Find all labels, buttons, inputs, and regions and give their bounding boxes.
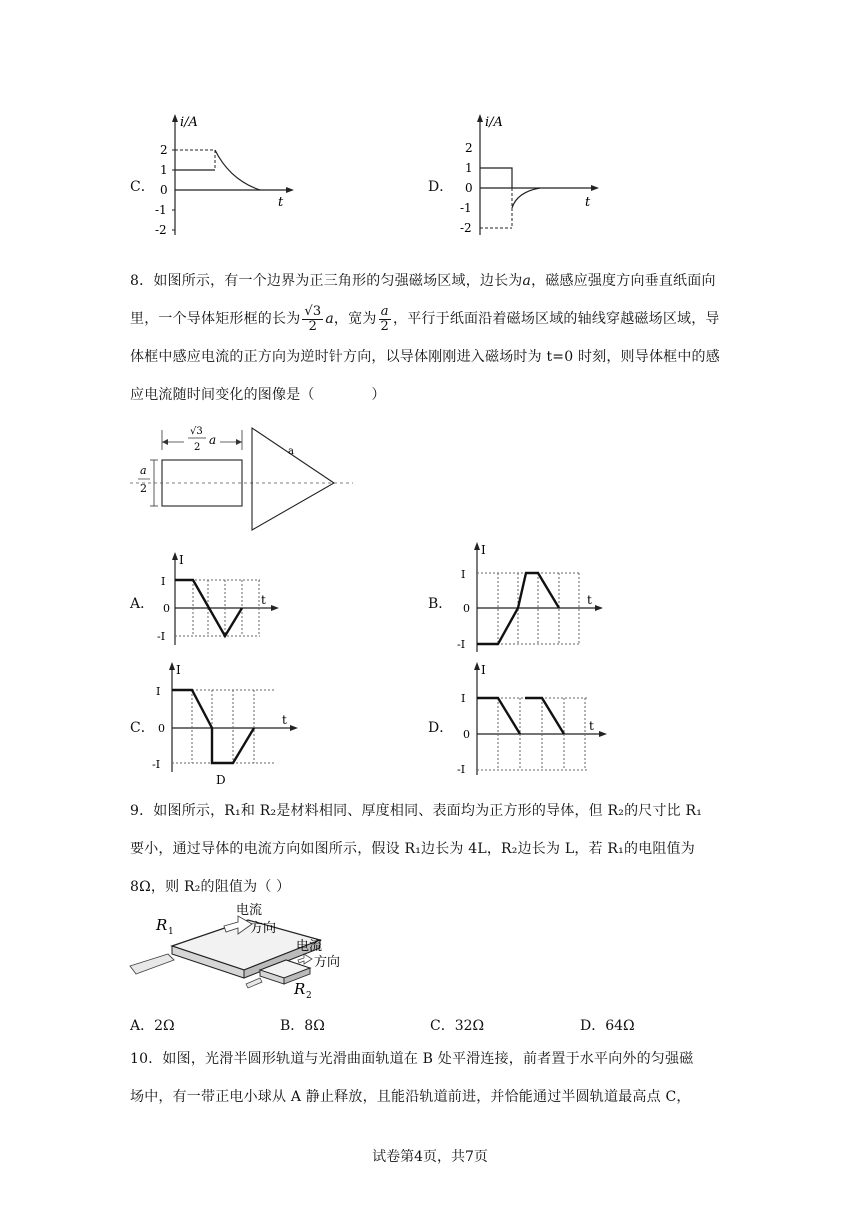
- q7-option-c-label: C．: [130, 179, 155, 195]
- q9-fig-r1: R: [156, 916, 168, 934]
- q8-fig-width-den: 2: [194, 442, 201, 453]
- q9-fig-r1-sub: 1: [168, 927, 174, 937]
- svg-text:I: I: [461, 692, 466, 705]
- q8-option-a-label[interactable]: A．: [130, 596, 155, 612]
- svg-text:0: 0: [158, 722, 165, 735]
- q8-frac-a-2: $\frac{a}{2}$: [380, 303, 390, 334]
- q7d-tick-2: 2: [465, 141, 473, 155]
- q8-fig-width-num: √3: [190, 426, 203, 437]
- q8-fig-tri-label: a: [288, 446, 294, 457]
- q7d-tick-m1: -1: [460, 201, 472, 215]
- q7-option-d-graph: [455, 110, 605, 245]
- svg-text:-I: -I: [157, 630, 166, 643]
- q9-fig-current-1b: 方向: [250, 921, 277, 936]
- q9-conductor-figure: [128, 900, 358, 1000]
- q10-question-text: 10．如图，光滑半圆形轨道与光滑曲面轨道在 B 处平滑连接，前者置于水平向外的匀强磁 场中，有一带正电小球从 A 静止释放，且能沿轨道前进，并恰能通过半圆轨道最高点 C，: [130, 1051, 694, 1105]
- svg-text:t: t: [587, 593, 592, 607]
- q7c-tick-1: 1: [160, 163, 168, 177]
- q8-fig-width-var: a: [209, 433, 217, 447]
- q8-fig-height-den: 2: [140, 482, 147, 495]
- q7c-tick-2: 2: [160, 143, 168, 157]
- svg-text:0: 0: [463, 728, 470, 741]
- q7d-axis-t: t: [585, 195, 591, 210]
- q8-option-d-label[interactable]: D．: [428, 720, 454, 736]
- svg-text:I: I: [156, 685, 161, 698]
- q9-choice-a[interactable]: A．2Ω: [130, 1018, 175, 1034]
- svg-text:I: I: [481, 663, 486, 677]
- q8-option-c-graph: [150, 660, 300, 790]
- q8-frac-sqrt3-2: $\frac{√3}{2}$: [304, 303, 322, 334]
- q9-fig-current-1a: 电流: [236, 903, 263, 918]
- q8-option-c-label[interactable]: C．: [130, 720, 155, 736]
- q8-option-c-bottom-label: D: [216, 773, 226, 787]
- q7d-tick-1: 1: [465, 161, 473, 175]
- q8-option-a-graph: [155, 550, 285, 650]
- q7-option-d-label: D．: [428, 179, 454, 195]
- q8-number: 8．: [130, 273, 154, 289]
- q7d-axis-y: i/A: [485, 115, 503, 130]
- q9-choice-b[interactable]: B．8Ω: [280, 1018, 325, 1034]
- q8-option-b-graph: [455, 540, 605, 655]
- q7c-tick-m2: -2: [155, 223, 167, 237]
- q8-option-b-label[interactable]: B．: [428, 596, 453, 612]
- q7c-axis-y: i/A: [180, 115, 198, 130]
- svg-text:I: I: [461, 568, 466, 581]
- q8-fig-height-num: a: [140, 464, 147, 477]
- svg-text:I: I: [176, 663, 181, 677]
- svg-text:I: I: [161, 575, 166, 588]
- svg-text:0: 0: [163, 602, 170, 615]
- q9-fig-current-2b: 方向: [314, 955, 341, 970]
- q7-option-c-graph: [150, 110, 300, 245]
- q7d-tick-0: 0: [465, 181, 473, 195]
- q7d-tick-m2: -2: [460, 221, 472, 235]
- svg-text:t: t: [261, 593, 266, 607]
- svg-text:0: 0: [463, 602, 470, 615]
- q7c-tick-m1: -1: [155, 203, 167, 217]
- q9-fig-current-2a: 电流: [296, 939, 323, 954]
- q9-question-text: 9．如图所示，R₁和 R₂是材料相同、厚度相同、表面均为正方形的导体，但 R₂的尺寸比 R₁ 要小，通过导体的电流方向如图所示，假设 R₁边长为 4L，R₂边长为 L，若 R₁的电阻值为 8Ω，则 R₂的阻值为（ ）: [130, 803, 703, 895]
- q7c-axis-t: t: [278, 195, 284, 210]
- q9-choice-c[interactable]: C．32Ω: [430, 1018, 485, 1034]
- q9-fig-r2-sub: 2: [306, 991, 312, 1000]
- q8-question-text: 8．如图所示，有一个边界为正三角形的匀强磁场区域，边长为a，磁感应强度方向垂直纸面向里，一个导体矩形框的长为 $\frac{√3}{2}$ a，宽为 $\frac{a}{2}$ ，平行于纸面沿着磁场区域的轴线穿越磁场区域，导体框中感应电流的正方向为逆时针方向，以导体刚刚进入磁场时为 t=0 时刻，则导体框中的感应电流随时间变化的图像是（ ）: [130, 273, 720, 403]
- q9-choice-d[interactable]: D．64Ω: [580, 1018, 635, 1034]
- q7c-tick-0: 0: [160, 183, 168, 197]
- svg-text:I: I: [481, 543, 486, 557]
- svg-text:t: t: [589, 719, 594, 733]
- q8-option-d-graph: [455, 660, 615, 780]
- svg-text:t: t: [282, 713, 287, 727]
- svg-text:I: I: [179, 553, 184, 567]
- svg-text:-I: -I: [457, 763, 466, 776]
- svg-text:-I: -I: [457, 638, 466, 651]
- q8-setup-figure: [128, 420, 358, 532]
- q9-fig-r2: R: [294, 980, 306, 998]
- page-footer: 试卷第4页，共7页: [372, 1149, 488, 1165]
- svg-text:-I: -I: [152, 758, 161, 771]
